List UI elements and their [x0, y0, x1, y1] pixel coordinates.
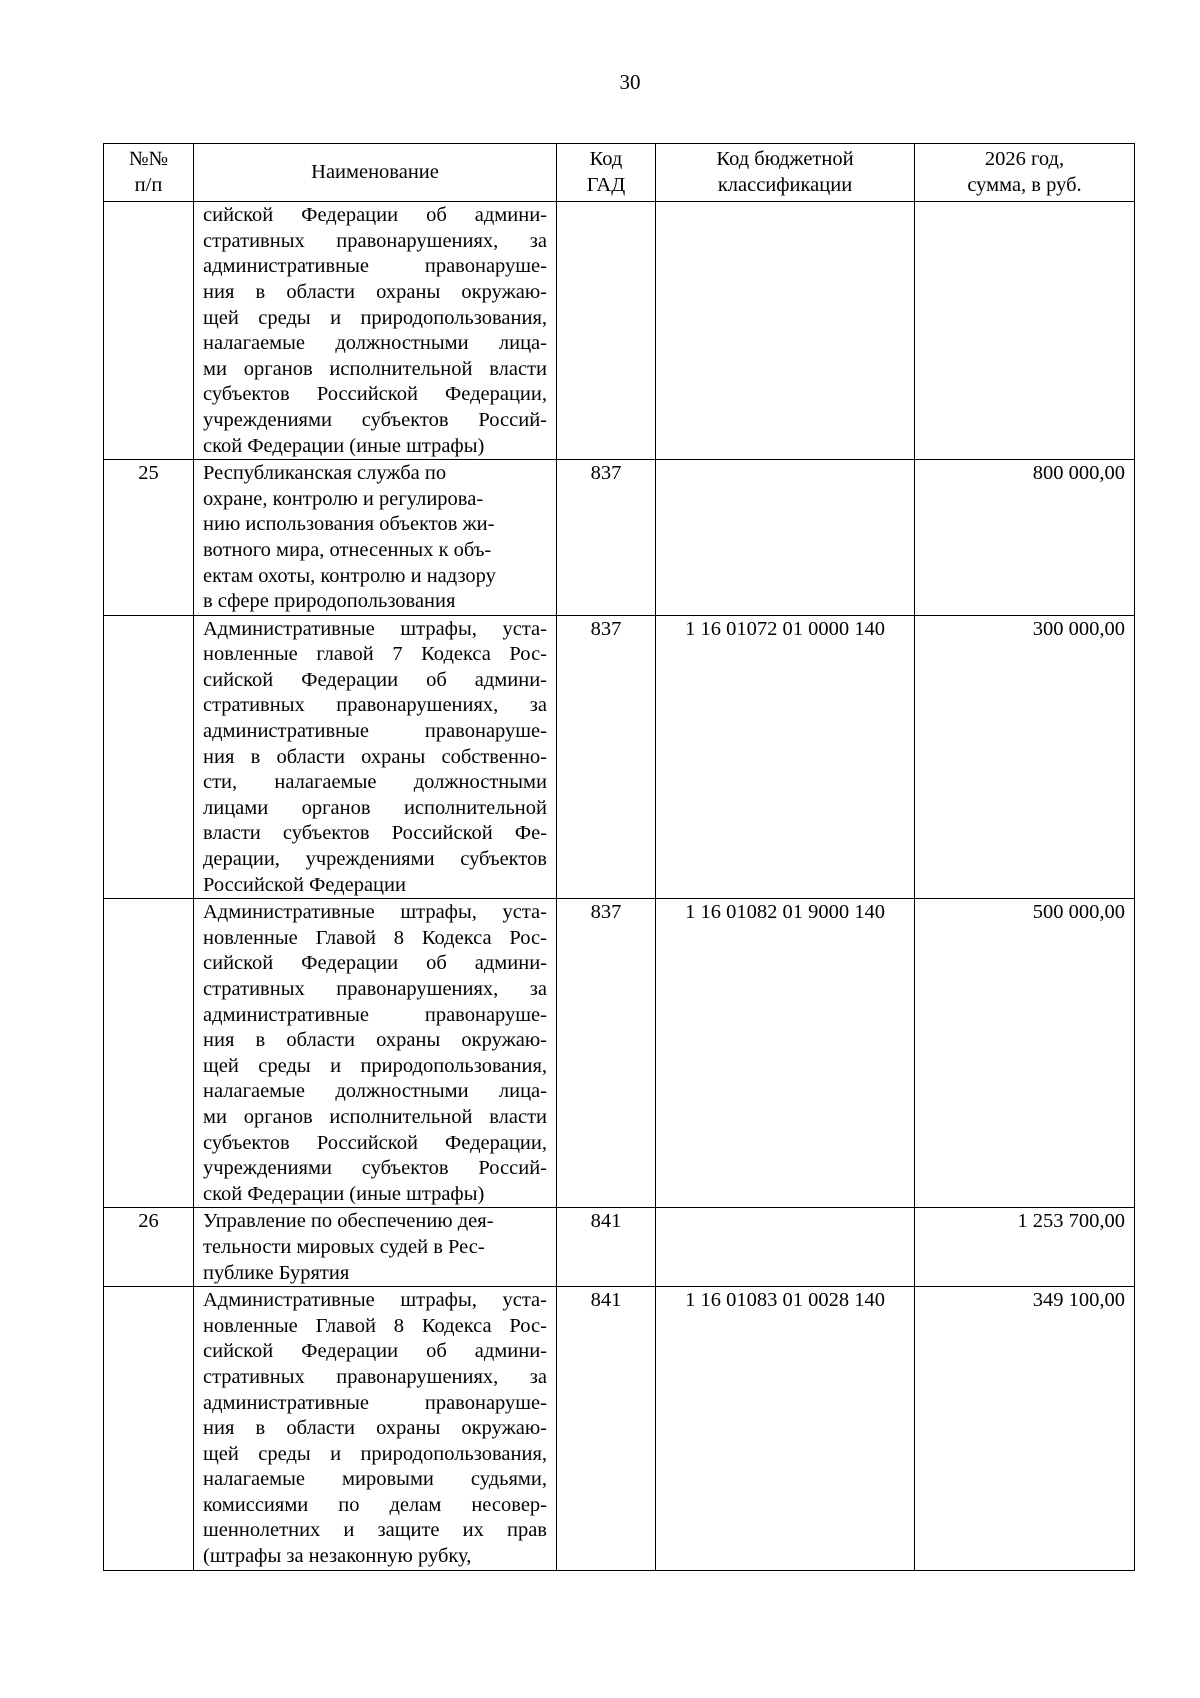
name-line: ской Федерации (иные штрафы): [203, 1182, 485, 1205]
name-line: ми органов исполнительной власти: [203, 1105, 547, 1128]
name-line: сийской Федерации об админи-: [203, 204, 547, 227]
name-line: сийской Федерации об админи-: [203, 952, 547, 975]
row-sum: 800 000,00: [915, 460, 1135, 616]
name-line: административные правонаруше-: [203, 255, 547, 278]
name-line: учреждениями субъектов Россий-: [203, 408, 547, 431]
row-gad-code: 837: [557, 615, 656, 899]
name-line: щей среды и природопользования,: [203, 1442, 547, 1465]
name-line: щей среды и природопользования,: [203, 1054, 547, 1077]
name-line: ской Федерации (иные штрафы): [203, 434, 485, 457]
row-sum: 349 100,00: [915, 1287, 1135, 1571]
table-body: [104, 202, 1135, 1570]
row-budget-code: 1 16 01082 01 9000 140: [656, 899, 915, 1208]
row-name: [194, 1287, 557, 1571]
header-sum: 2026 год, сумма, в руб.: [915, 144, 1135, 202]
table-row: [104, 1287, 1135, 1571]
row-budget-code: 1 16 01083 01 0028 140: [656, 1287, 915, 1571]
name-line: охране, контролю и регулирова-: [203, 487, 484, 510]
name-line: сти, налагаемые должностными: [203, 771, 547, 794]
table-row: [104, 1208, 1135, 1287]
name-line: публике Бурятия: [203, 1261, 350, 1284]
row-name: [194, 615, 557, 899]
name-line: административные правонаруше-: [203, 720, 547, 743]
row-number: [104, 899, 194, 1208]
name-line: Российской Федерации: [203, 873, 406, 896]
name-line: Административные штрафы, уста-: [203, 617, 547, 640]
name-line: новленные Главой 8 Кодекса Рос-: [203, 1314, 547, 1337]
table-row: [104, 615, 1135, 899]
name-line: стративных правонарушениях, за: [203, 229, 547, 252]
row-name: [194, 1208, 557, 1287]
row-name: [194, 460, 557, 616]
name-line: Управление по обеспечению дея-: [203, 1210, 494, 1233]
row-sum: 300 000,00: [915, 615, 1135, 899]
table-row: [104, 202, 1135, 460]
row-budget-code: [656, 202, 915, 460]
name-line: тельности мировых судей в Рес-: [203, 1235, 485, 1258]
name-line: шеннолетних и защите их прав: [203, 1519, 547, 1542]
header-name: Наименование: [194, 144, 557, 202]
name-line: стративных правонарушениях, за: [203, 1365, 547, 1388]
name-line: стративных правонарушениях, за: [203, 694, 547, 717]
name-line: щей среды и природопользования,: [203, 306, 547, 329]
name-line: сийской Федерации об админи-: [203, 1340, 547, 1363]
name-line: административные правонаруше-: [203, 1391, 547, 1414]
row-sum: 500 000,00: [915, 899, 1135, 1208]
row-name: [194, 202, 557, 460]
header-kbk: Код бюджетной классификации: [656, 144, 915, 202]
name-line: субъектов Российской Федерации,: [203, 1131, 547, 1154]
header-num: №№ п/п: [104, 144, 194, 202]
page-number: 30: [619, 70, 641, 94]
name-line: вотного мира, отнесенных к объ-: [203, 538, 492, 561]
name-line: налагаемые должностными лица-: [203, 1080, 547, 1103]
row-budget-code: [656, 1208, 915, 1287]
row-sum: 1 253 700,00: [915, 1208, 1135, 1287]
name-line: комиссиями по делам несовер-: [203, 1493, 547, 1516]
table-row: [104, 460, 1135, 616]
table-header-row: [104, 144, 1135, 202]
name-line: субъектов Российской Федерации,: [203, 383, 547, 406]
name-line: учреждениями субъектов Россий-: [203, 1157, 547, 1180]
name-line: в сфере природопользования: [203, 590, 456, 613]
name-line: ния в области охраны собственно-: [203, 745, 547, 768]
row-number: 26: [104, 1208, 194, 1287]
row-budget-code: 1 16 01072 01 0000 140: [656, 615, 915, 899]
row-number: [104, 1287, 194, 1571]
name-line: стративных правонарушениях, за: [203, 978, 547, 1000]
name-line: ния в области охраны окружаю-: [203, 1029, 547, 1052]
name-line: новленные главой 7 Кодекса Рос-: [203, 643, 547, 666]
table-row: [104, 899, 1135, 1208]
name-line: лицами органов исполнительной: [203, 796, 547, 819]
row-gad-code: 837: [557, 460, 656, 616]
row-name: [194, 899, 557, 1208]
name-line: новленные Главой 8 Кодекса Рос-: [203, 926, 547, 949]
row-number: 25: [104, 460, 194, 616]
name-line: власти субъектов Российской Фе-: [203, 822, 547, 845]
budget-table: [103, 143, 1135, 1571]
row-number: [104, 615, 194, 899]
header-gad: Код ГАД: [557, 144, 656, 202]
row-budget-code: [656, 460, 915, 616]
name-line: ми органов исполнительной власти: [203, 357, 547, 380]
name-line: Республиканская служба по: [203, 462, 447, 485]
row-number: [104, 202, 194, 460]
row-gad-code: 841: [557, 1287, 656, 1571]
name-line: ектам охоты, контролю и надзору: [203, 564, 496, 587]
name-line: дерации, учреждениями субъектов: [203, 848, 547, 871]
name-line: (штрафы за незаконную рубку,: [203, 1545, 472, 1568]
row-gad-code: 841: [557, 1208, 656, 1287]
name-line: налагаемые мировыми судьями,: [203, 1468, 547, 1491]
name-line: нию использования объектов жи-: [203, 513, 495, 536]
name-line: Административные штрафы, уста-: [203, 901, 547, 924]
name-line: ния в области охраны окружаю-: [203, 1417, 547, 1440]
row-gad-code: 837: [557, 899, 656, 1208]
row-gad-code: [557, 202, 656, 460]
name-line: сийской Федерации об админи-: [203, 668, 547, 691]
row-sum: [915, 202, 1135, 460]
name-line: налагаемые должностными лица-: [203, 332, 547, 355]
name-line: ния в области охраны окружаю-: [203, 280, 547, 303]
name-line: административные правонаруше-: [203, 1003, 547, 1026]
name-line: Административные штрафы, уста-: [203, 1289, 547, 1312]
